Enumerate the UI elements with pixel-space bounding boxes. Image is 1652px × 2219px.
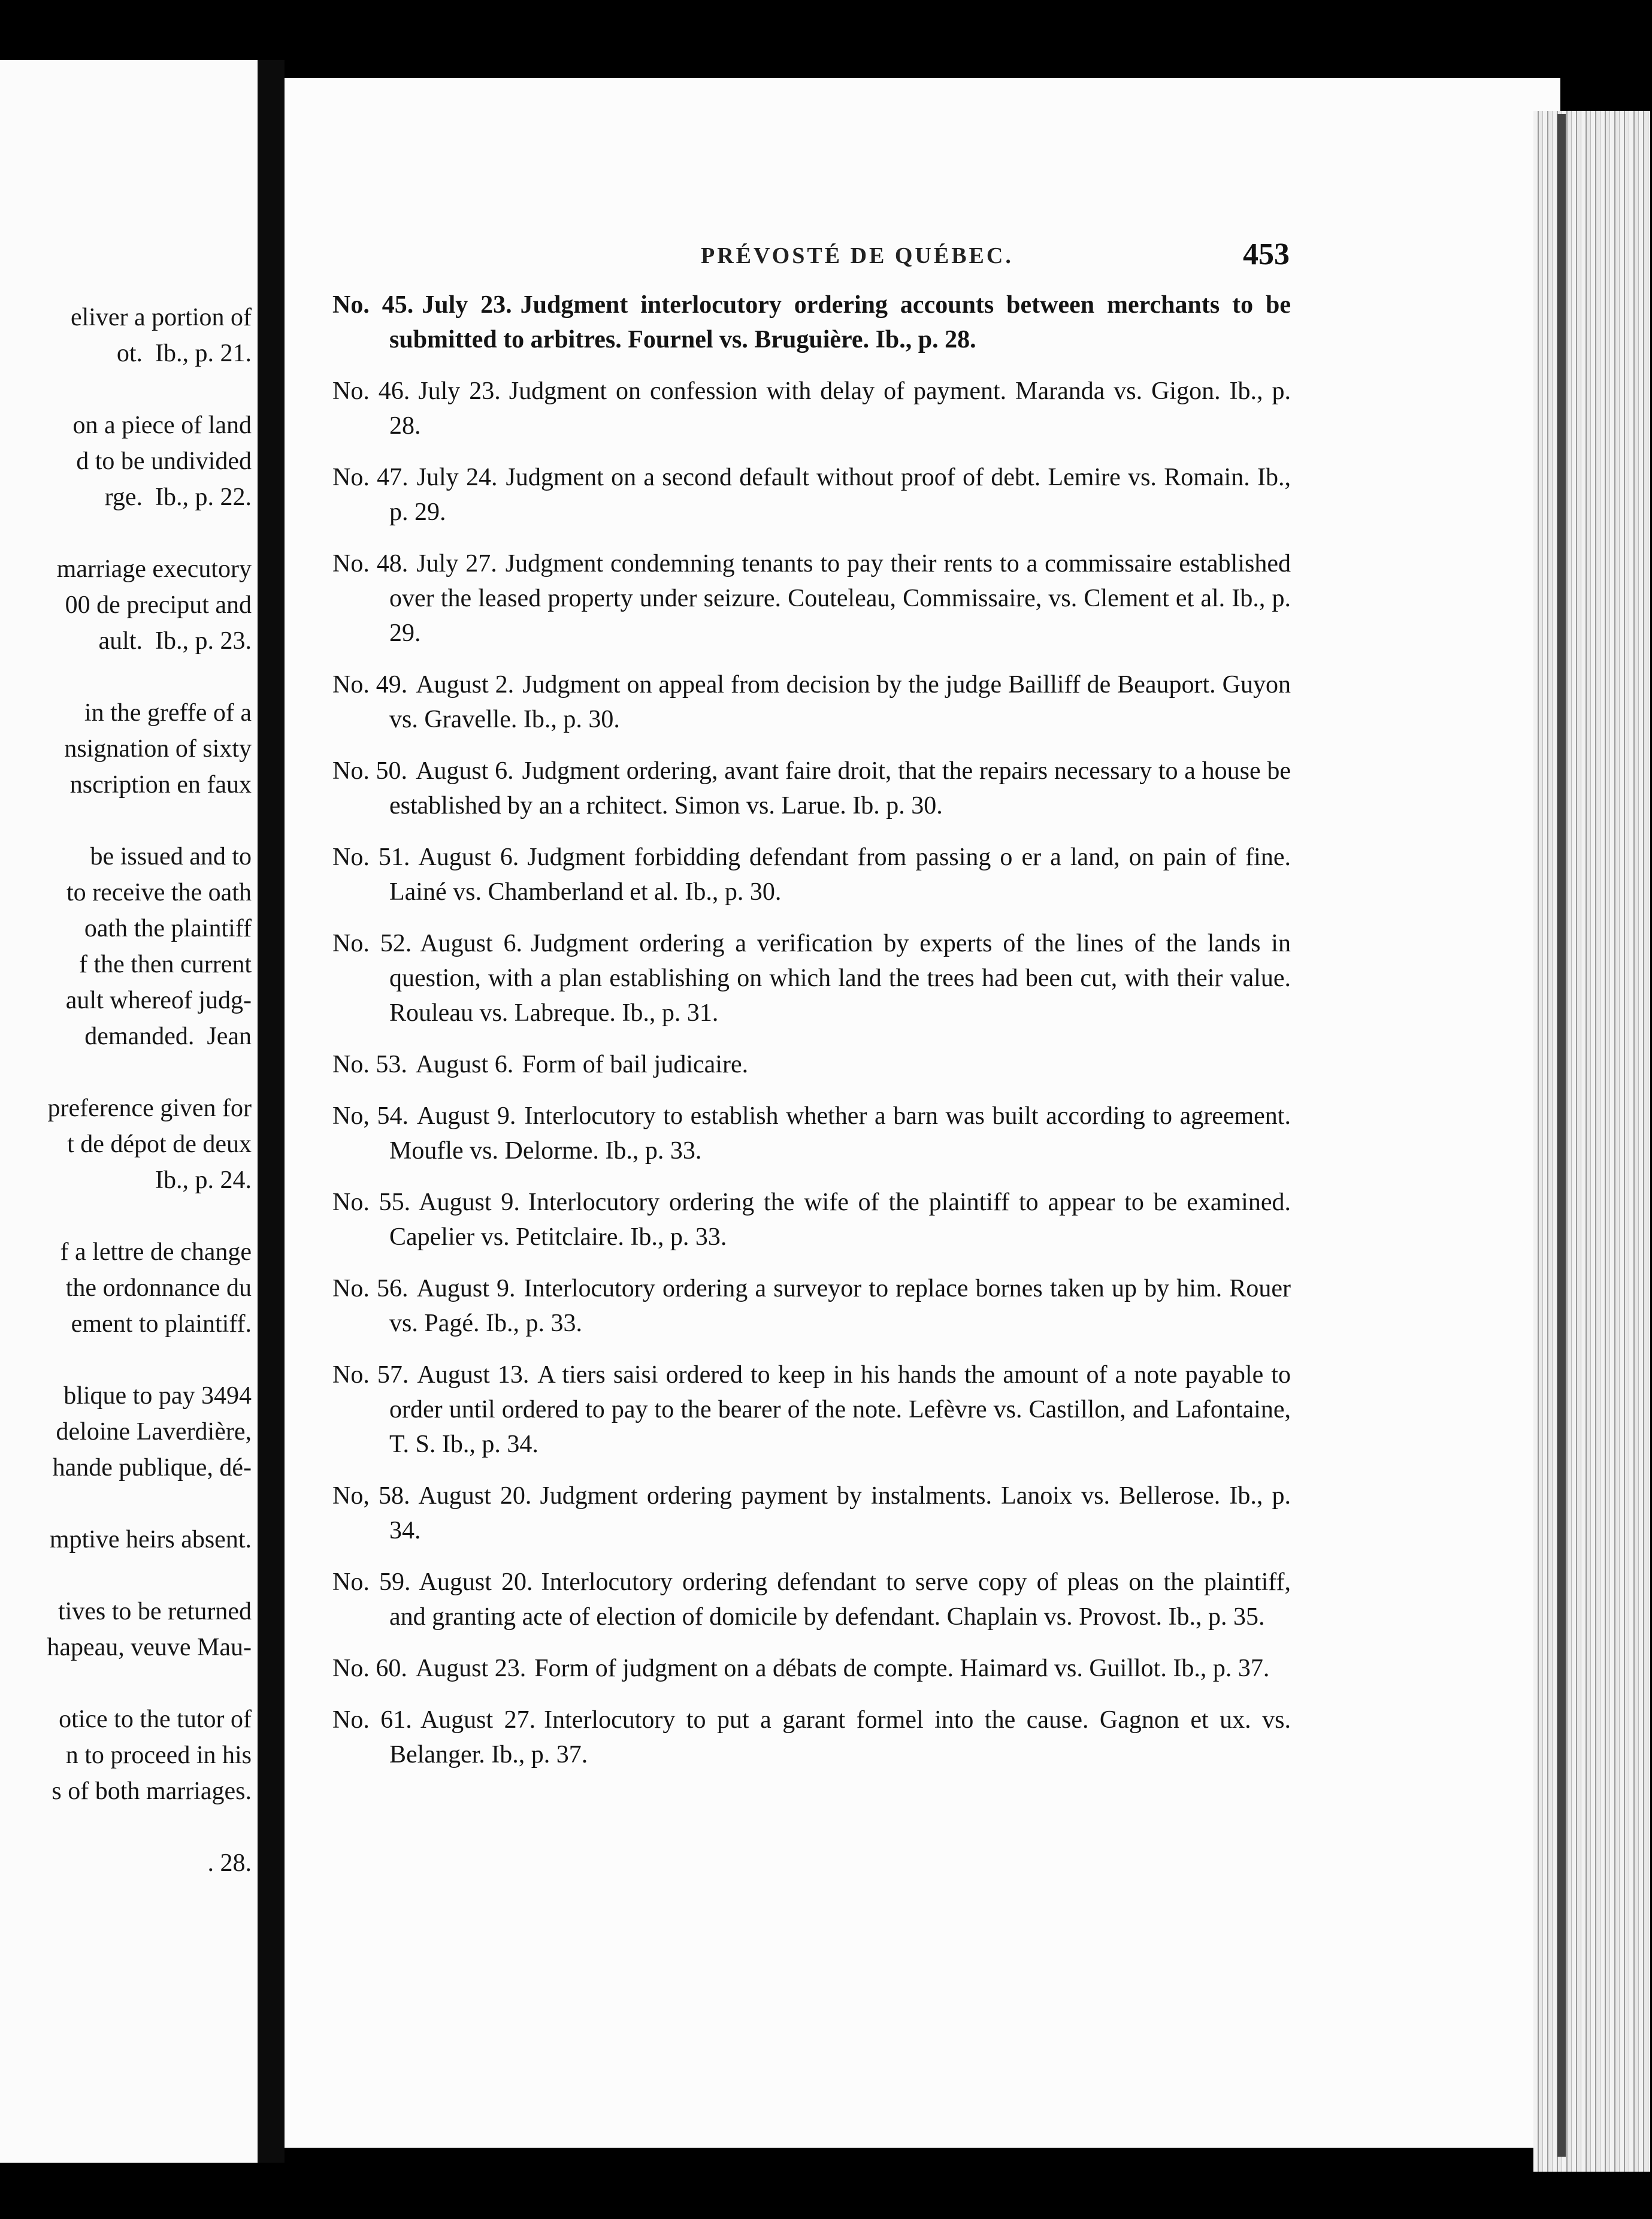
entry-item <box>332 840 1291 909</box>
entry-list <box>332 288 1291 1789</box>
entry-item <box>332 1479 1291 1548</box>
entry-text: Form of judgment on a débats de compte. Haimard vs. Guillot. Ib., p. 37. <box>534 1655 1270 1682</box>
entry-text: Interlocutory ordering the wife of the plaintiff to appear to be examined. Capelier vs. Petitclaire. Ib., p. 33. <box>389 1189 1291 1251</box>
entry-number: No. 56. <box>332 1275 409 1302</box>
entry-number: No. 50. <box>332 757 408 785</box>
left-page-line: nscription en faux <box>69 771 252 799</box>
entry-number: No. 46. <box>332 377 410 405</box>
entry-item <box>332 1358 1291 1462</box>
entry-item <box>332 1099 1291 1168</box>
entry-number: No. 49. <box>332 671 408 699</box>
entry-item <box>332 374 1291 443</box>
left-page-line: blique to pay 3494 <box>63 1382 252 1410</box>
left-page-line: t de dépot de deux <box>67 1130 252 1158</box>
entry-text: Judgment ordering, avant faire droit, that the repairs necessary to a house be established by an a rchitect. Simon vs. Larue. Ib. p. 30. <box>389 757 1291 820</box>
entry-item <box>332 1047 1291 1082</box>
entry-text: Judgment interlocutory ordering accounts between merchants to be submitted to arbitres. Fournel vs. Bruguière. Ib., p. 28. <box>389 291 1291 353</box>
left-page-line: ot. Ib., p. 21. <box>116 340 252 367</box>
entry-item <box>332 1271 1291 1341</box>
left-page-line: preference given for <box>47 1095 252 1122</box>
left-page-line: tives to be returned <box>58 1598 252 1625</box>
entry-number: No. 48. <box>332 550 409 578</box>
entry-text: Interlocutory to put a garant formel into the cause. Gagnon et ux. vs. Belanger. Ib., p. 37. <box>389 1706 1291 1768</box>
entry-text: Judgment on appeal from decision by the judge Bailliff de Beauport. Guyon vs. Gravelle. Ib., p. 30. <box>389 671 1291 733</box>
entry-date: July 23. <box>422 291 512 319</box>
entry-text: Judgment on a second default without proof of debt. Lemire vs. Romain. Ib., p. 29. <box>389 464 1291 526</box>
left-page-line: be issued and to <box>90 843 252 870</box>
left-page-line: . 28. <box>207 1849 252 1877</box>
entry-item <box>332 1565 1291 1634</box>
left-page-line: ault. Ib., p. 23. <box>98 627 252 655</box>
left-page-line: ault whereof judg- <box>65 987 252 1014</box>
entry-text: Judgment ordering a verification by experts of the lines of the lands in question, with a plan establishing on which land the trees had been cut, with their value. Rouleau vs. Labreque. Ib., p. 31. <box>389 930 1291 1027</box>
entry-item <box>332 1703 1291 1772</box>
entry-text: Judgment on confession with delay of payment. Maranda vs. Gigon. Ib., p. 28. <box>389 377 1291 440</box>
left-page-line: to receive the oath <box>66 879 252 906</box>
entry-date: August 23. <box>415 1655 527 1682</box>
left-page-line: demanded. Jean <box>84 1023 252 1050</box>
entry-date: July 24. <box>416 464 498 491</box>
entry-number: No, 58. <box>332 1482 410 1510</box>
left-page-line: ement to plaintiff. <box>71 1310 252 1338</box>
entry-date: August 6. <box>416 757 514 785</box>
entry-item <box>332 754 1291 823</box>
page-edges <box>1533 111 1650 2172</box>
left-page-line: d to be undivided <box>76 448 252 475</box>
entry-number: No, 54. <box>332 1102 409 1130</box>
left-page-line: marriage executory <box>56 555 252 583</box>
entry-date: August 2. <box>416 671 515 699</box>
page-edge-shadow <box>1557 114 1566 2157</box>
entry-item <box>332 1651 1291 1686</box>
entry-number: No. 45. <box>332 291 414 319</box>
entry-text: Judgment condemning tenants to pay their rents to a commissaire established over the leased property under seizure. Couteleau, Commissaire, vs. Clement et al. Ib., p. 29. <box>389 550 1291 647</box>
left-page-line: the ordonnance du <box>65 1274 252 1302</box>
left-page-line: nsignation of sixty <box>64 735 252 763</box>
left-page-line: in the greffe of a <box>84 699 252 727</box>
left-page-line: on a piece of land <box>72 412 252 439</box>
entry-date: August 9. <box>416 1102 516 1130</box>
entry-date: August 20. <box>418 1482 532 1510</box>
entry-date: August 9. <box>416 1275 516 1302</box>
left-page-line: 00 de preciput and <box>65 591 252 619</box>
entry-item <box>332 460 1291 530</box>
left-page-line: f the then current <box>78 951 252 978</box>
left-page-line: rge. Ib., p. 22. <box>104 483 252 511</box>
entry-item <box>332 1185 1291 1254</box>
entry-date: July 23. <box>418 377 501 405</box>
left-page-line: n to proceed in his <box>65 1742 252 1769</box>
left-page-line: Ib., p. 24. <box>155 1166 252 1194</box>
left-page-line: oath the plaintiff <box>84 915 252 942</box>
entry-number: No. 59. <box>332 1568 411 1596</box>
entry-text: Interlocutory to establish whether a barn was built according to agreement. Moufle vs. Delorme. Ib., p. 33. <box>389 1102 1291 1165</box>
entry-number: No. 53. <box>332 1051 407 1078</box>
left-page-line: eliver a portion of <box>70 304 252 331</box>
entry-date: August 27. <box>420 1706 536 1734</box>
entry-date: July 27. <box>416 550 497 578</box>
entry-text: Form of bail judicaire. <box>522 1051 749 1078</box>
entry-item <box>332 667 1291 737</box>
left-page-line: otice to the tutor of <box>59 1706 252 1733</box>
entry-date: August 20. <box>419 1568 533 1596</box>
left-page-fragment <box>0 60 258 2163</box>
entry-item <box>332 926 1291 1030</box>
book-gutter <box>258 60 285 2163</box>
left-page-line: hande publique, dé- <box>52 1454 252 1482</box>
running-head: PRÉVOSTÉ DE QUÉBEC. <box>701 243 1013 268</box>
entry-date: August 6. <box>420 930 522 957</box>
left-page-line: hapeau, veuve Mau- <box>47 1634 252 1661</box>
entry-number: No. 60. <box>332 1655 407 1682</box>
page-number: 453 <box>1243 237 1290 271</box>
entry-date: August 6. <box>418 844 519 871</box>
entry-number: No. 55. <box>332 1189 411 1216</box>
entry-text: Interlocutory ordering a surveyor to replace bornes taken up by him. Rouer vs. Pagé. Ib., p. 33. <box>389 1275 1291 1337</box>
entry-text: Interlocutory ordering defendant to serve copy of pleas on the plaintiff, and granting acte of election of domicile by defendant. Chaplain vs. Provost. Ib., p. 35. <box>389 1568 1291 1631</box>
entry-item <box>332 288 1291 357</box>
entry-number: No. 47. <box>332 464 409 491</box>
entry-number: No. 51. <box>332 844 410 871</box>
left-page-line: mptive heirs absent. <box>49 1526 252 1553</box>
entry-item <box>332 546 1291 651</box>
entry-text: Judgment ordering payment by instalments. Lanoix vs. Bellerose. Ib., p. 34. <box>389 1482 1291 1544</box>
entry-number: No. 61. <box>332 1706 412 1734</box>
left-page-line: f a lettre de change <box>60 1238 252 1266</box>
entry-date: August 13. <box>417 1361 530 1389</box>
entry-date: August 6. <box>415 1051 514 1078</box>
entry-text: A tiers saisi ordered to keep in his hands the amount of a note payable to order until ordered to pay to the bearer of the note. Lefèvre vs. Castillon, and Lafontaine, T. S. Ib., p. 34. <box>389 1361 1291 1458</box>
left-page-line: s of both marriages. <box>52 1777 252 1805</box>
entry-number: No. 52. <box>332 930 412 957</box>
entry-number: No. 57. <box>332 1361 409 1389</box>
entry-text: Judgment forbidding defendant from passing o er a land, on pain of fine. Lainé vs. Chamberland et al. Ib., p. 30. <box>389 844 1291 906</box>
left-page-line: deloine Laverdière, <box>56 1418 252 1446</box>
entry-date: August 9. <box>419 1189 520 1216</box>
